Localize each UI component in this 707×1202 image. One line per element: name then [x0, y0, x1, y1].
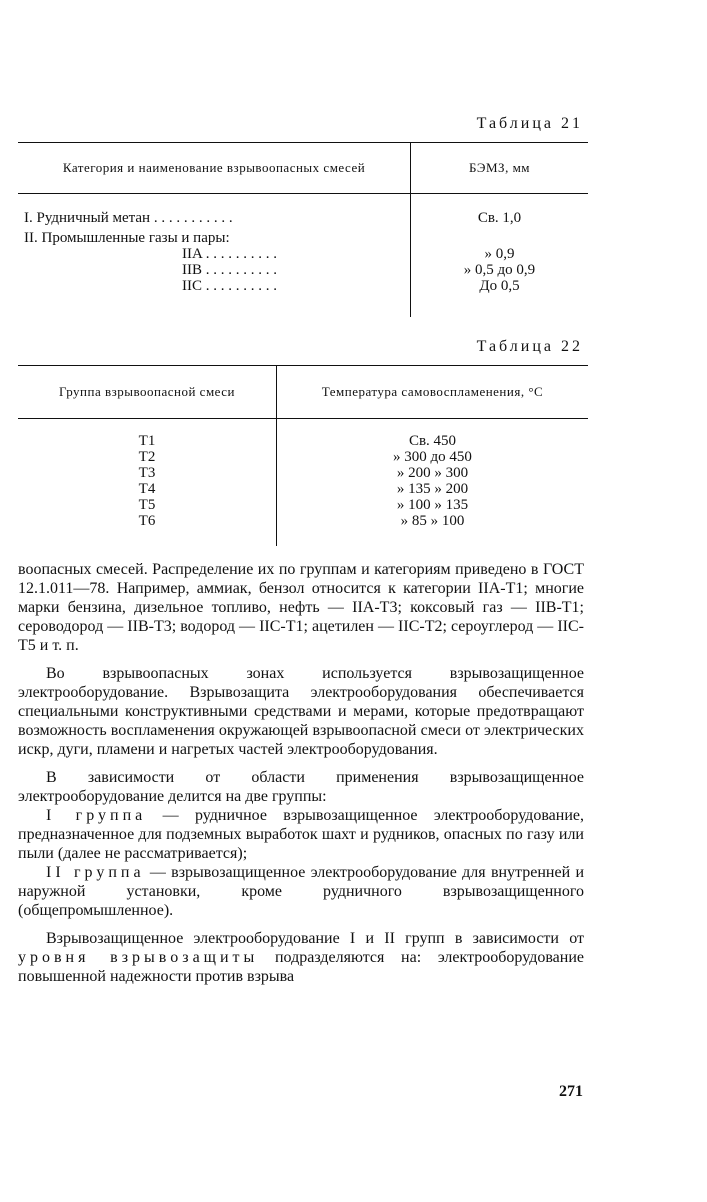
paragraph-text: — взрывозащищенное электрооборудование для внутренней и наружной установки, кроме рудничного взрывозащищенного (общепромышленное). [18, 864, 585, 919]
table-row-label: T2 [138, 449, 156, 465]
table-22-body-row [18, 419, 588, 547]
table-22-caption: Таблица 22 [476, 338, 583, 355]
paragraph [18, 929, 584, 986]
paragraph: воопасных смесей. Распределение их по группам и категориям приведено в ГОСТ 12.1.011—78. Например, аммиак, бензол относится к категории IIA-T1; многие марки бензина, дизельное топливо, нефть — IIA-T3; коксовый газ — IIB-T1; сероводород — IIB-T3; водород — IIC-T1; ацетилен — IIC-T2; сероуглерод — IIC-T5 и т. п. [18, 561, 584, 654]
table-22 [18, 365, 588, 546]
table-row-value: » 85 » 100 [400, 513, 465, 529]
table-row-value: До 0,5 [479, 278, 520, 294]
table-21-body-row [18, 194, 588, 318]
body-text [18, 560, 584, 995]
group-term: II группа [46, 864, 145, 881]
table-22-values [277, 419, 589, 547]
table-row-label: IIC . . . . . . . . . . [182, 278, 277, 294]
table-row-label: IIB . . . . . . . . . . [182, 262, 277, 278]
table-21-labels [18, 194, 411, 318]
table-row-value: » 100 » 135 [396, 497, 469, 513]
table-22-header-row [18, 366, 588, 419]
table-row-label: II. Промышленные газы и пары: [24, 230, 230, 246]
page-number: 271 [559, 1083, 583, 1100]
table-21-caption: Таблица 21 [476, 115, 583, 132]
table-21-header-bemz: БЭМЗ, мм [411, 143, 589, 194]
table-row-value: Св. 1,0 [477, 210, 522, 226]
table-row-value: » 0,5 до 0,9 [463, 262, 536, 278]
table-row-label: T1 [138, 433, 156, 449]
table-22-labels [18, 419, 277, 547]
table-row-value: » 135 » 200 [396, 481, 469, 497]
emphasis-term: уровня взрывозащиты [18, 949, 259, 966]
paragraph-text: Взрывозащищенное электрооборудование I и II групп в зависимости от [46, 930, 584, 947]
group-term: I группа [46, 807, 147, 824]
paragraph-text: подразделяются на: электрооборудование повышенной надежности против взрыва [18, 949, 585, 985]
table-22-header-temperature: Температура самовоспламенения, °С [277, 366, 589, 419]
paragraph [18, 863, 584, 920]
table-row-label: T3 [138, 465, 156, 481]
table-row-label: T5 [138, 497, 156, 513]
table-row-value: Св. 450 [408, 433, 457, 449]
table-21-header-row [18, 143, 588, 194]
table-row-label: IIA . . . . . . . . . . [182, 246, 277, 262]
paragraph: В зависимости от области применения взрывозащищенное электрооборудование делится на две группы: [18, 769, 584, 805]
table-21-header-category: Категория и наименование взрывоопасных смесей [18, 143, 411, 194]
table-row-label: T4 [138, 481, 156, 497]
table-21 [18, 142, 588, 317]
table-21-values [411, 194, 589, 318]
table-row-value: » 200 » 300 [396, 465, 469, 481]
table-row-label: I. Рудничный метан . . . . . . . . . . . [24, 210, 233, 226]
table-row-value: » 0,9 [484, 246, 515, 262]
table-22-header-group: Группа взрывоопасной смеси [18, 366, 277, 419]
table-row-label: T6 [138, 513, 156, 529]
table-row-value: » 300 до 450 [393, 449, 472, 465]
paragraph-text: — рудничное взрывозащищенное электрооборудование, предназначенное для подземных выработок шахт и рудников, опасных по газу или пыли (далее не рассматривается); [18, 807, 584, 862]
table-row-value [412, 230, 587, 246]
paragraph: Во взрывоопасных зонах используется взрывозащищенное электрооборудование. Взрывозащита электрооборудования обеспечивается специальными конструктивными средствами и мерами, которые предотвращают возможность воспламенения окружающей взрывоопасной смеси от электрических искр, дуги, пламени и нагретых частей электрооборудования. [18, 665, 584, 758]
paragraph [18, 806, 584, 863]
